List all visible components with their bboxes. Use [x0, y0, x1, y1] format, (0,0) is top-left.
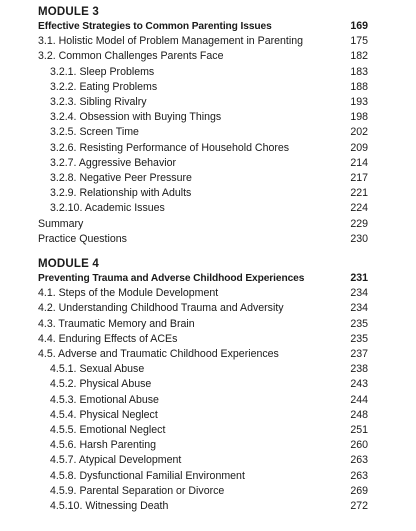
toc-entry [38, 317, 368, 332]
toc-entry-title: 3.2.8. Negative Peer Pressure [50, 172, 192, 184]
toc-page-number: 237 [350, 348, 368, 360]
toc-entry [38, 408, 368, 423]
toc-entry-title: 4.5. Adverse and Traumatic Childhood Experiences [38, 348, 279, 360]
toc-page-number: 235 [350, 317, 368, 330]
toc-entry-title: 3.1. Holistic Model of Problem Management in Parenting [38, 35, 303, 48]
toc-page-number: 231 [350, 272, 368, 284]
toc-page-number: 182 [350, 50, 368, 63]
toc-entry-title: 4.4. Enduring Effects of ACEs [38, 332, 178, 345]
toc-entry [38, 201, 368, 216]
toc-entry-title: 3.2.7. Aggressive Behavior [50, 156, 177, 169]
toc-entry [38, 469, 368, 484]
toc-entry [38, 95, 368, 110]
toc-entry-title: 4.5.6. Harsh Parenting [50, 439, 156, 452]
toc-page-number: 217 [350, 172, 368, 184]
toc-entry-title: 3.2.5. Screen Time [50, 126, 139, 139]
toc-page-number: 188 [350, 80, 368, 93]
toc-entry [38, 377, 368, 392]
module-title: Effective Strategies to Common Parenting Issues [38, 21, 272, 32]
toc-entry [38, 332, 368, 347]
module-heading: MODULE 3 [38, 6, 100, 18]
toc-entry-title: 4.5.5. Emotional Neglect [50, 424, 166, 436]
module-title-row [38, 271, 368, 286]
toc-page-number: 230 [350, 232, 368, 245]
toc-entry-title: 4.5.3. Emotional Abuse [50, 393, 159, 406]
toc-entry-title: 4.5.1. Sexual Abuse [50, 363, 145, 376]
toc-entry [38, 110, 368, 125]
toc-page-number: 263 [350, 454, 368, 467]
toc-page-number: 221 [350, 187, 368, 200]
toc-entry-title: 3.2.6. Resisting Performance of Household Chores [50, 141, 290, 154]
module-title-row [38, 19, 368, 34]
toc-page-number: 244 [350, 393, 368, 406]
toc-page-number: 234 [350, 302, 368, 315]
toc-entry [38, 286, 368, 301]
toc-entry-title: Practice Questions [38, 232, 127, 245]
toc-entry-title: 3.2.4. Obsession with Buying Things [50, 111, 222, 124]
toc-entry [38, 65, 368, 80]
toc-entry-title: 4.3. Traumatic Memory and Brain [38, 317, 195, 330]
toc-page-number: 251 [350, 424, 368, 436]
toc-entry-title: 3.2.3. Sibling Rivalry [50, 96, 147, 108]
toc-entry [38, 49, 368, 64]
toc-entry [38, 171, 368, 186]
toc-entry [38, 347, 368, 362]
toc-entry [38, 80, 368, 95]
toc-entry [38, 217, 368, 232]
toc-entry-title: 3.2.2. Eating Problems [50, 80, 158, 93]
module-title: Preventing Trauma and Adverse Childhood Experiences [38, 273, 305, 284]
toc-page-number: 169 [350, 20, 368, 32]
toc-entry-title: 4.5.9. Parental Separation or Divorce [50, 484, 225, 497]
toc-page-number: 202 [350, 126, 368, 139]
toc-entry [38, 423, 368, 438]
toc-entry-title: 4.5.10. Witnessing Death [50, 500, 169, 512]
toc-entry-title: Summary [38, 217, 84, 230]
toc-entry [38, 453, 368, 468]
toc-page-number: 229 [350, 217, 368, 230]
toc-page-number: 193 [350, 96, 368, 108]
toc-entry [38, 393, 368, 408]
toc-entry [38, 362, 368, 377]
toc-entry-title: 4.5.8. Dysfunctional Familial Environment [50, 469, 245, 482]
toc-entry-title: 4.5.4. Physical Neglect [50, 408, 158, 421]
toc-entry-title: 3.2.10. Academic Issues [50, 202, 165, 215]
module-heading: MODULE 4 [38, 258, 100, 270]
toc-entry-title: 4.2. Understanding Childhood Trauma and Adversity [38, 302, 284, 315]
toc-page-number: 209 [350, 141, 368, 154]
toc-entry-title: 4.5.7. Atypical Development [50, 454, 182, 467]
toc-entry-title: 3.2. Common Challenges Parents Face [38, 50, 224, 63]
toc-entry-title: 3.2.9. Relationship with Adults [50, 187, 192, 200]
toc-entry [38, 232, 368, 247]
toc-entry [38, 499, 368, 514]
toc-entry [38, 141, 368, 156]
toc-entry-title: 4.1. Steps of the Module Development [38, 287, 219, 300]
toc-page-number: 235 [350, 332, 368, 345]
toc-page-number: 272 [350, 500, 368, 512]
toc-page-number: 214 [350, 156, 368, 169]
toc-entry [38, 438, 368, 453]
toc-entry-title: 3.2.1. Sleep Problems [50, 65, 155, 78]
toc-page-number: 175 [350, 35, 368, 48]
toc-page-number: 238 [350, 363, 368, 376]
toc-entry [38, 156, 368, 171]
toc-page-number: 263 [350, 469, 368, 482]
toc-page-number: 243 [350, 378, 368, 391]
toc-page-number: 269 [350, 484, 368, 497]
toc-entry [38, 301, 368, 316]
toc-entry [38, 484, 368, 499]
toc-page-number: 234 [350, 287, 368, 300]
toc-page-number: 248 [350, 408, 368, 421]
toc-page-number: 198 [350, 111, 368, 124]
toc-entry-title: 4.5.2. Physical Abuse [50, 378, 152, 391]
toc-entry [38, 125, 368, 140]
toc-page-number: 260 [350, 439, 368, 452]
toc-page-number: 224 [350, 202, 368, 215]
toc-entry [38, 186, 368, 201]
toc-entry [38, 34, 368, 49]
toc-page-number: 183 [350, 65, 368, 78]
